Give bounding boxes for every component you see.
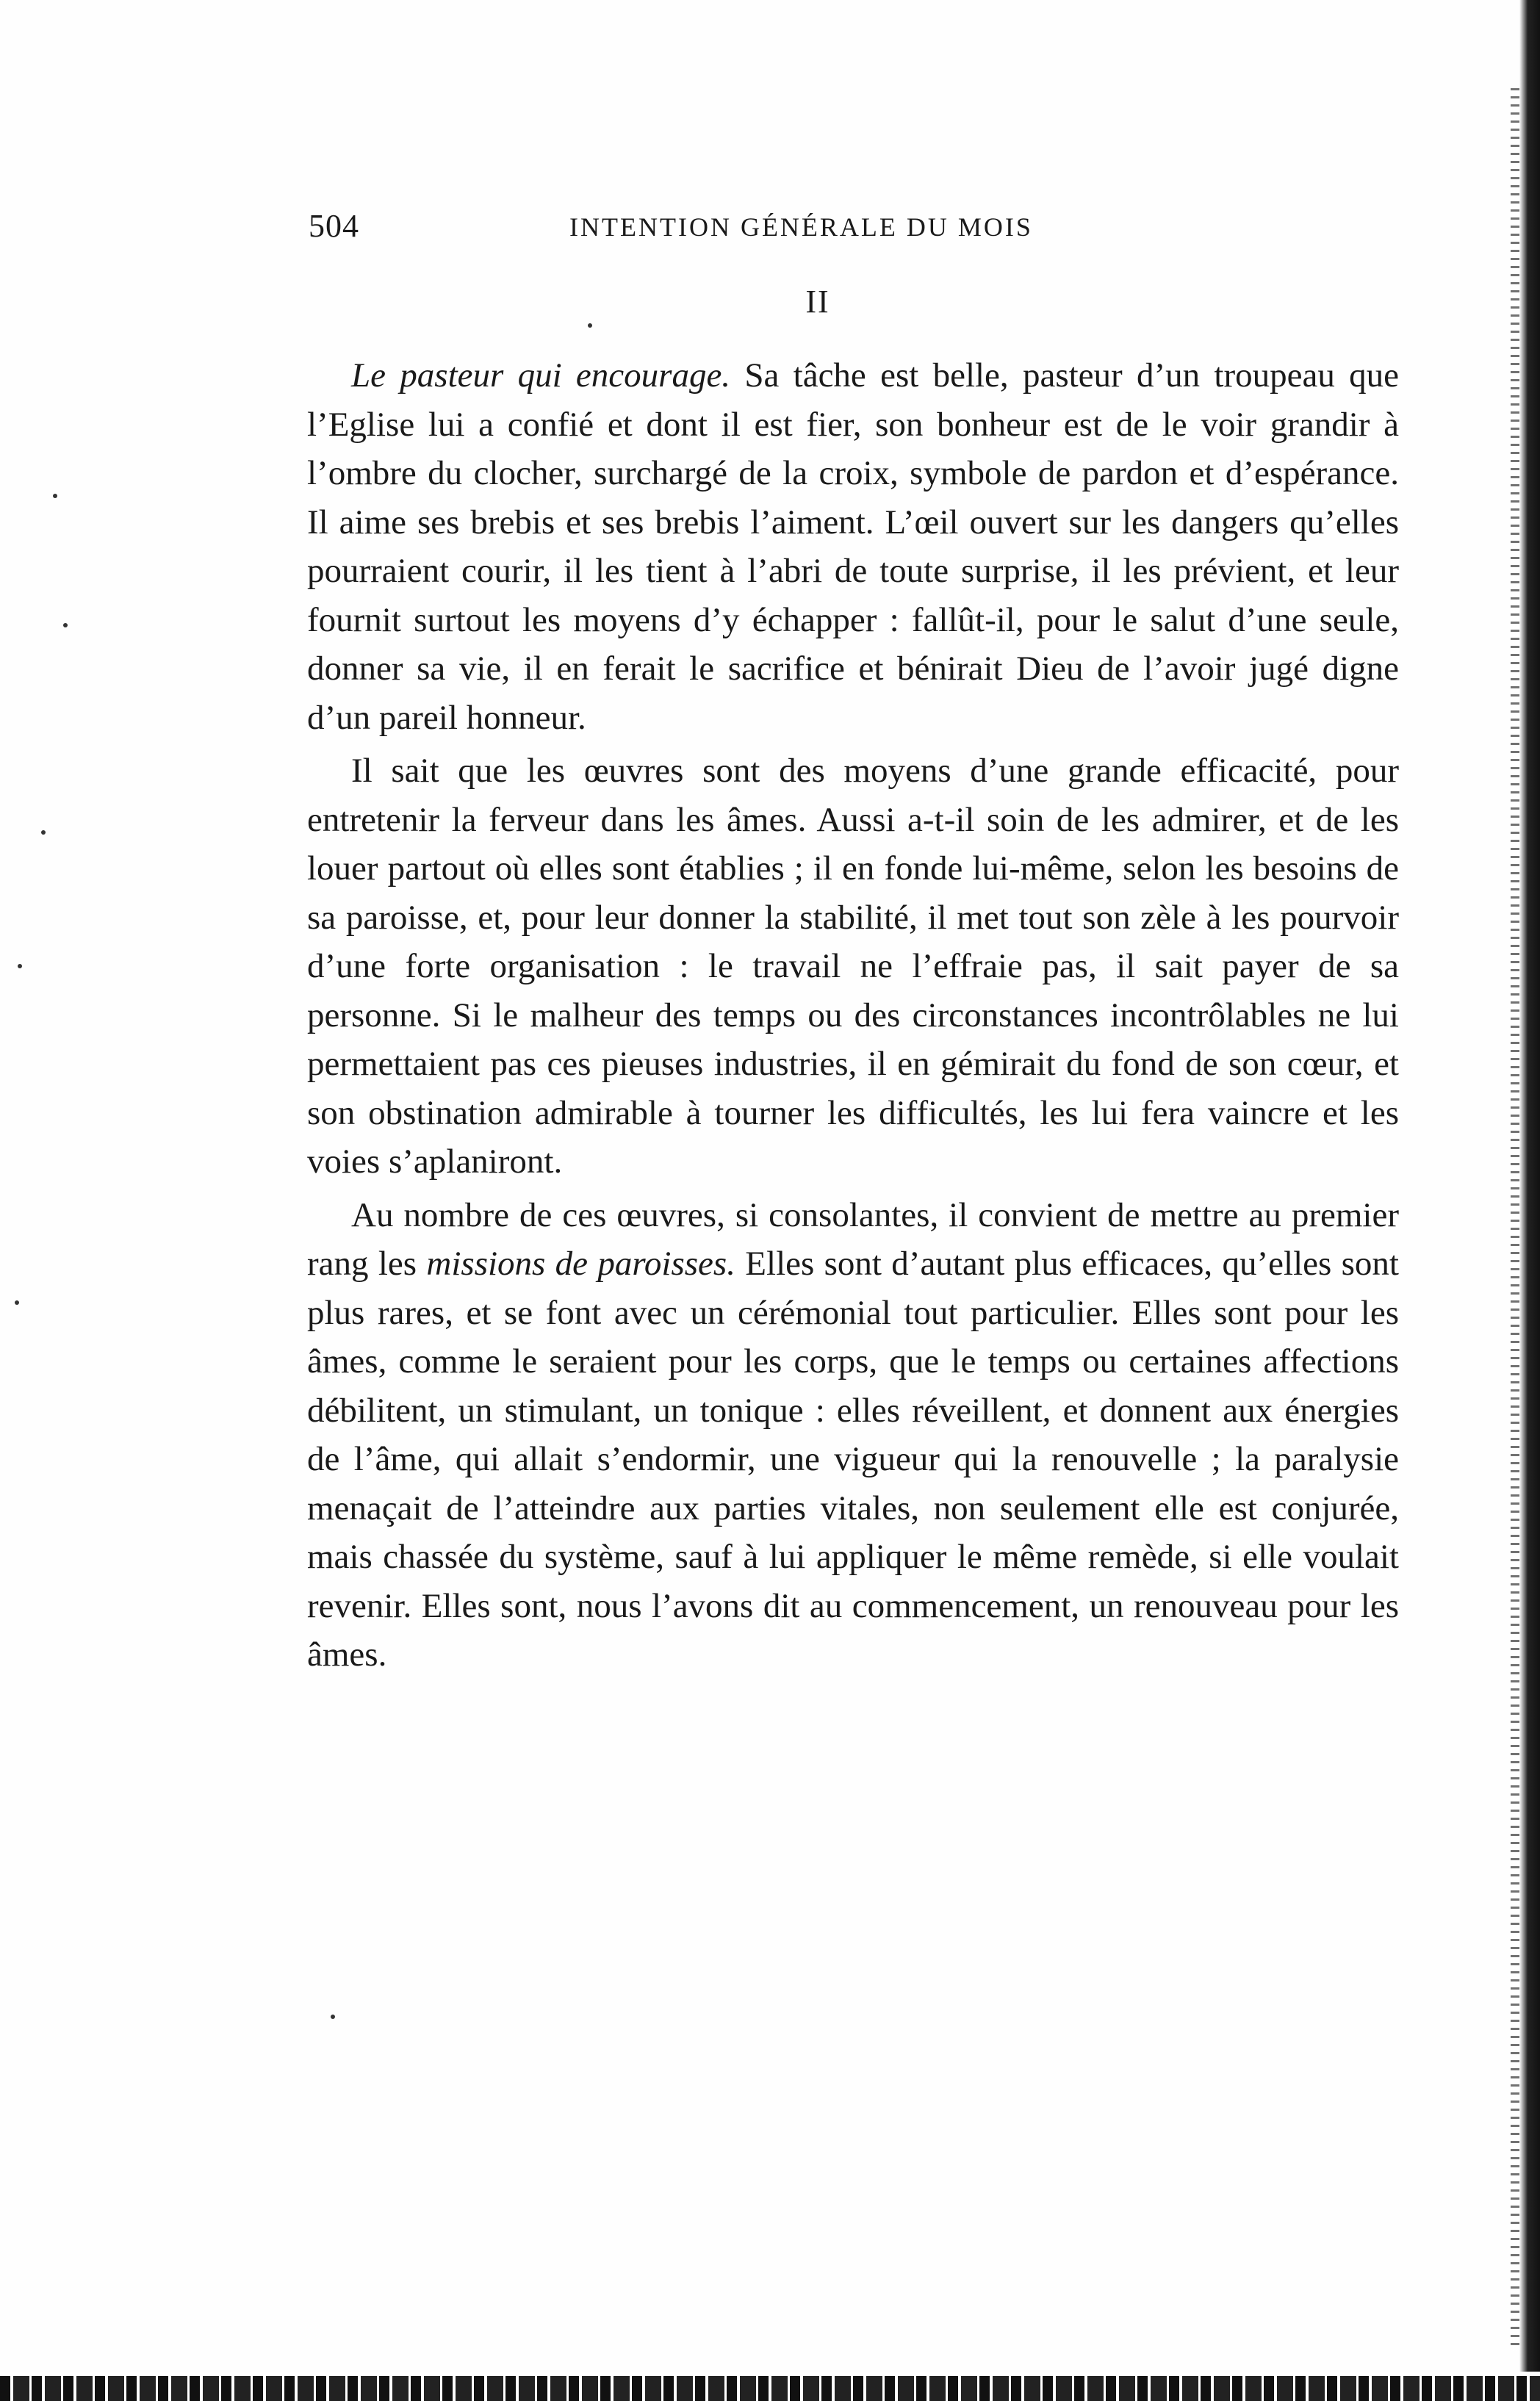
- scan-speck: [18, 964, 22, 968]
- scan-speck: [15, 1300, 19, 1305]
- body-text: [307, 351, 1399, 1680]
- running-title: INTENTION GÉNÉRALE DU MOIS: [569, 212, 1033, 242]
- scan-speck: [588, 323, 592, 328]
- paragraph-3-text-before: Au nombre de ces œuvres, si consolantes, il convient de mettre au premier rang les: [307, 1195, 1399, 1283]
- paragraph-3: [307, 1191, 1399, 1680]
- scan-bottom-edge: [0, 2376, 1540, 2401]
- page-number: 504: [309, 208, 359, 244]
- scan-right-edge: [1519, 0, 1540, 2401]
- section-numeral: II: [805, 284, 830, 320]
- scan-speck: [331, 2015, 335, 2019]
- paragraph-2-text: Il sait que les œuvres sont des moyens d’une grande efficacité, pour entretenir la ferveur dans les âmes. Aussi a-t-il soin de les admirer, et de les louer partout où elles sont établies ; il en fonde lui-même, selon les besoins de sa paroisse, et, pour leur donner la stabilité, il met tout son zèle à les pourvoir d’une forte organisation : le travail ne l’effraie pas, il sait payer de sa personne. Si le malheur des temps ou des circonstances incontrôlables ne lui permettaient pas ces pieuses industries, il en gémirait du fond de son cœur, et son obstination admirable à tourner les difficultés, les lui fera vaincre et les voies s’aplaniront.: [307, 752, 1399, 1181]
- paragraph-3-italic: missions de paroisses.: [426, 1245, 735, 1283]
- scan-speck: [63, 623, 68, 627]
- paragraph-2: [307, 746, 1399, 1187]
- paragraph-1-text: Sa tâche est belle, pasteur d’un troupeau que l’Eglise lui a confié et dont il est fier, son bonheur est de le voir grandir à l’ombre du clocher, surchargé de la croix, symbole de pardon et d’espérance. Il aime ses brebis et ses brebis l’aiment. L’œil ouvert sur les dangers qu’elles pourraient courir, il les tient à l’abri de toute surprise, il les prévient, et leur fournit surtout les moyens d’y échapper : fallût-il, pour le salut d’une seule, donner sa vie, il en ferait le sacrifice et bénirait Dieu de l’avoir jugé digne d’un pareil honneur.: [307, 356, 1399, 737]
- paragraph-1: [307, 351, 1399, 742]
- paragraph-1-lead: Le pasteur qui encourage.: [351, 356, 731, 395]
- paragraph-3-text-after: Elles sont d’autant plus efficaces, qu’elles sont plus rares, et se font avec un cérémonial tout particulier. Elles sont pour les âmes, comme le seraient pour les corps, que le temps ou certaines affections débilitent, un stimulant, un tonique : elles réveillent, et donnent aux énergies de l’âme, qui allait s’endormir, une vigueur qui la renouvelle ; la paralysie menaçait de l’atteindre aux parties vitales, non seulement elle est conjurée, mais chassée du système, sauf à lui appliquer le même remède, si elle voulait revenir. Elles sont, nous l’avons dit au commencement, un renouveau pour les âmes.: [307, 1245, 1399, 1674]
- scan-speck: [41, 830, 46, 835]
- page-header: [309, 207, 1397, 251]
- scan-speck: [53, 494, 57, 498]
